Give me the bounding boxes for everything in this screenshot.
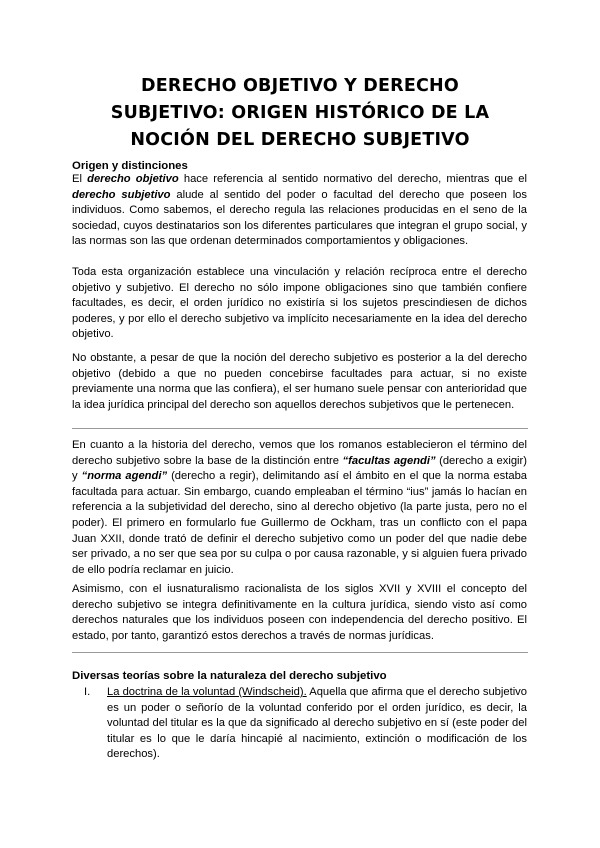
title-line-1: DERECHO OBJETIVO Y DERECHO (141, 76, 459, 96)
text-run: (derecho a regir), delimitando así el ámbito en el que la norma estaba facultada para actuar. Sin embargo, cuando empleaban el término “ius” jamás lo hacían en referencia a la subjetividad del derecho, sino al derecho objetivo (la parte justa, pero no el poder). El primero en formularlo fue Guillermo de Ockham, tras un conflicto con el papa Juan XXII, donde trató de definir el derecho subjetivo como un poder del que nadie debe ser privado, a no ser que sea por su culpa o por causa razonable, y si alguien fuera privado de ello podría reclamar en juicio. (72, 470, 528, 576)
term-facultas-agendi: “facultas agendi” (342, 454, 436, 467)
text-run: En cuanto a la historia del derecho, vemos que los romanos establecieron el término del derecho subjetivo sobre la base de la distinción entre (72, 439, 527, 467)
section-heading-origen: Origen y distinciones (72, 160, 188, 172)
divider (72, 428, 528, 429)
text-run: alude al sentido del poder o facultad del derecho que poseen los individuos. Como sabemos, el derecho regula las relaciones producidas en el seno de la sociedad, cuyos destinatarios son los diferentes particulares que integran el grupo social, y las normas son las que ordenan determinados comportamientos y obligaciones. (72, 188, 527, 248)
text-run: El (72, 173, 88, 185)
list-item-text: Aquella que afirma que el derecho subjetivo es un poder o señorío de la voluntad conferido por el orden jurídico, es decir, la voluntad del titular es la que da significado al derecho subjetivo en sí (este poder del titular es lo que le daría hincapié al nacimiento, extinción o modificación de los derechos). (107, 686, 528, 761)
paragraph-no-obstante: No obstante, a pesar de que la noción del derecho subjetivo es posterior a la del derecho objetivo (debido a que no pueden concebirse facultades para actuar, si no existe previamente una norma que las confiera), el ser humano suele pensar con anterioridad que la idea jurídica principal del derecho son aquellos derechos subjetivos que le pertenecen. (72, 352, 527, 411)
theories-list (72, 685, 527, 763)
term-norma-agendi: “norma agendi” (81, 470, 168, 483)
paragraph-iusnaturalismo: Asimismo, con el iusnaturalismo racionalista de los siglos XVII y XVIII el concepto del derecho subjetivo se integra definitivamente en la cultura jurídica, siendo visto así como derechos naturales que los individuos poseen con independencia del derecho positivo. El estado, por tanto, garantizó estos derechos a través de normas jurídicas. (72, 583, 527, 642)
title-line-2: SUBJETIVO: ORIGEN HISTÓRICO DE LA (110, 103, 490, 123)
document-title (60, 73, 540, 154)
term-derecho-subjetivo: derecho subjetivo (72, 188, 171, 201)
list-item-number: I. (84, 686, 91, 698)
paragraph-definiciones (72, 172, 527, 250)
title-line-3: NOCIÓN DEL DERECHO SUBJETIVO (130, 130, 470, 150)
text-run: hace referencia al sentido normativo del derecho, mientras que el (178, 173, 527, 185)
paragraph-organizacion: Toda esta organización establece una vinculación y relación recíproca entre el derecho objetivo y subjetivo. El derecho no sólo impone obligaciones sino que también confiere facultades, es decir, el orden jurídico no existiría si los sujetos prescindiesen de dichos poderes, y por ello el derecho subjetivo va implícito necesariamente en la idea del derecho objetivo. (72, 266, 527, 341)
section-heading-teorias: Diversas teorías sobre la naturaleza del derecho subjetivo (72, 670, 387, 682)
paragraph-historia (72, 438, 527, 578)
doctrina-voluntad-link[interactable]: La doctrina de la voluntad (Windscheid). (107, 686, 307, 698)
text-run: (derecho a exigir) y (72, 454, 527, 483)
term-derecho-objetivo: derecho objetivo (87, 173, 179, 185)
divider (72, 652, 528, 653)
list-item (72, 685, 527, 763)
